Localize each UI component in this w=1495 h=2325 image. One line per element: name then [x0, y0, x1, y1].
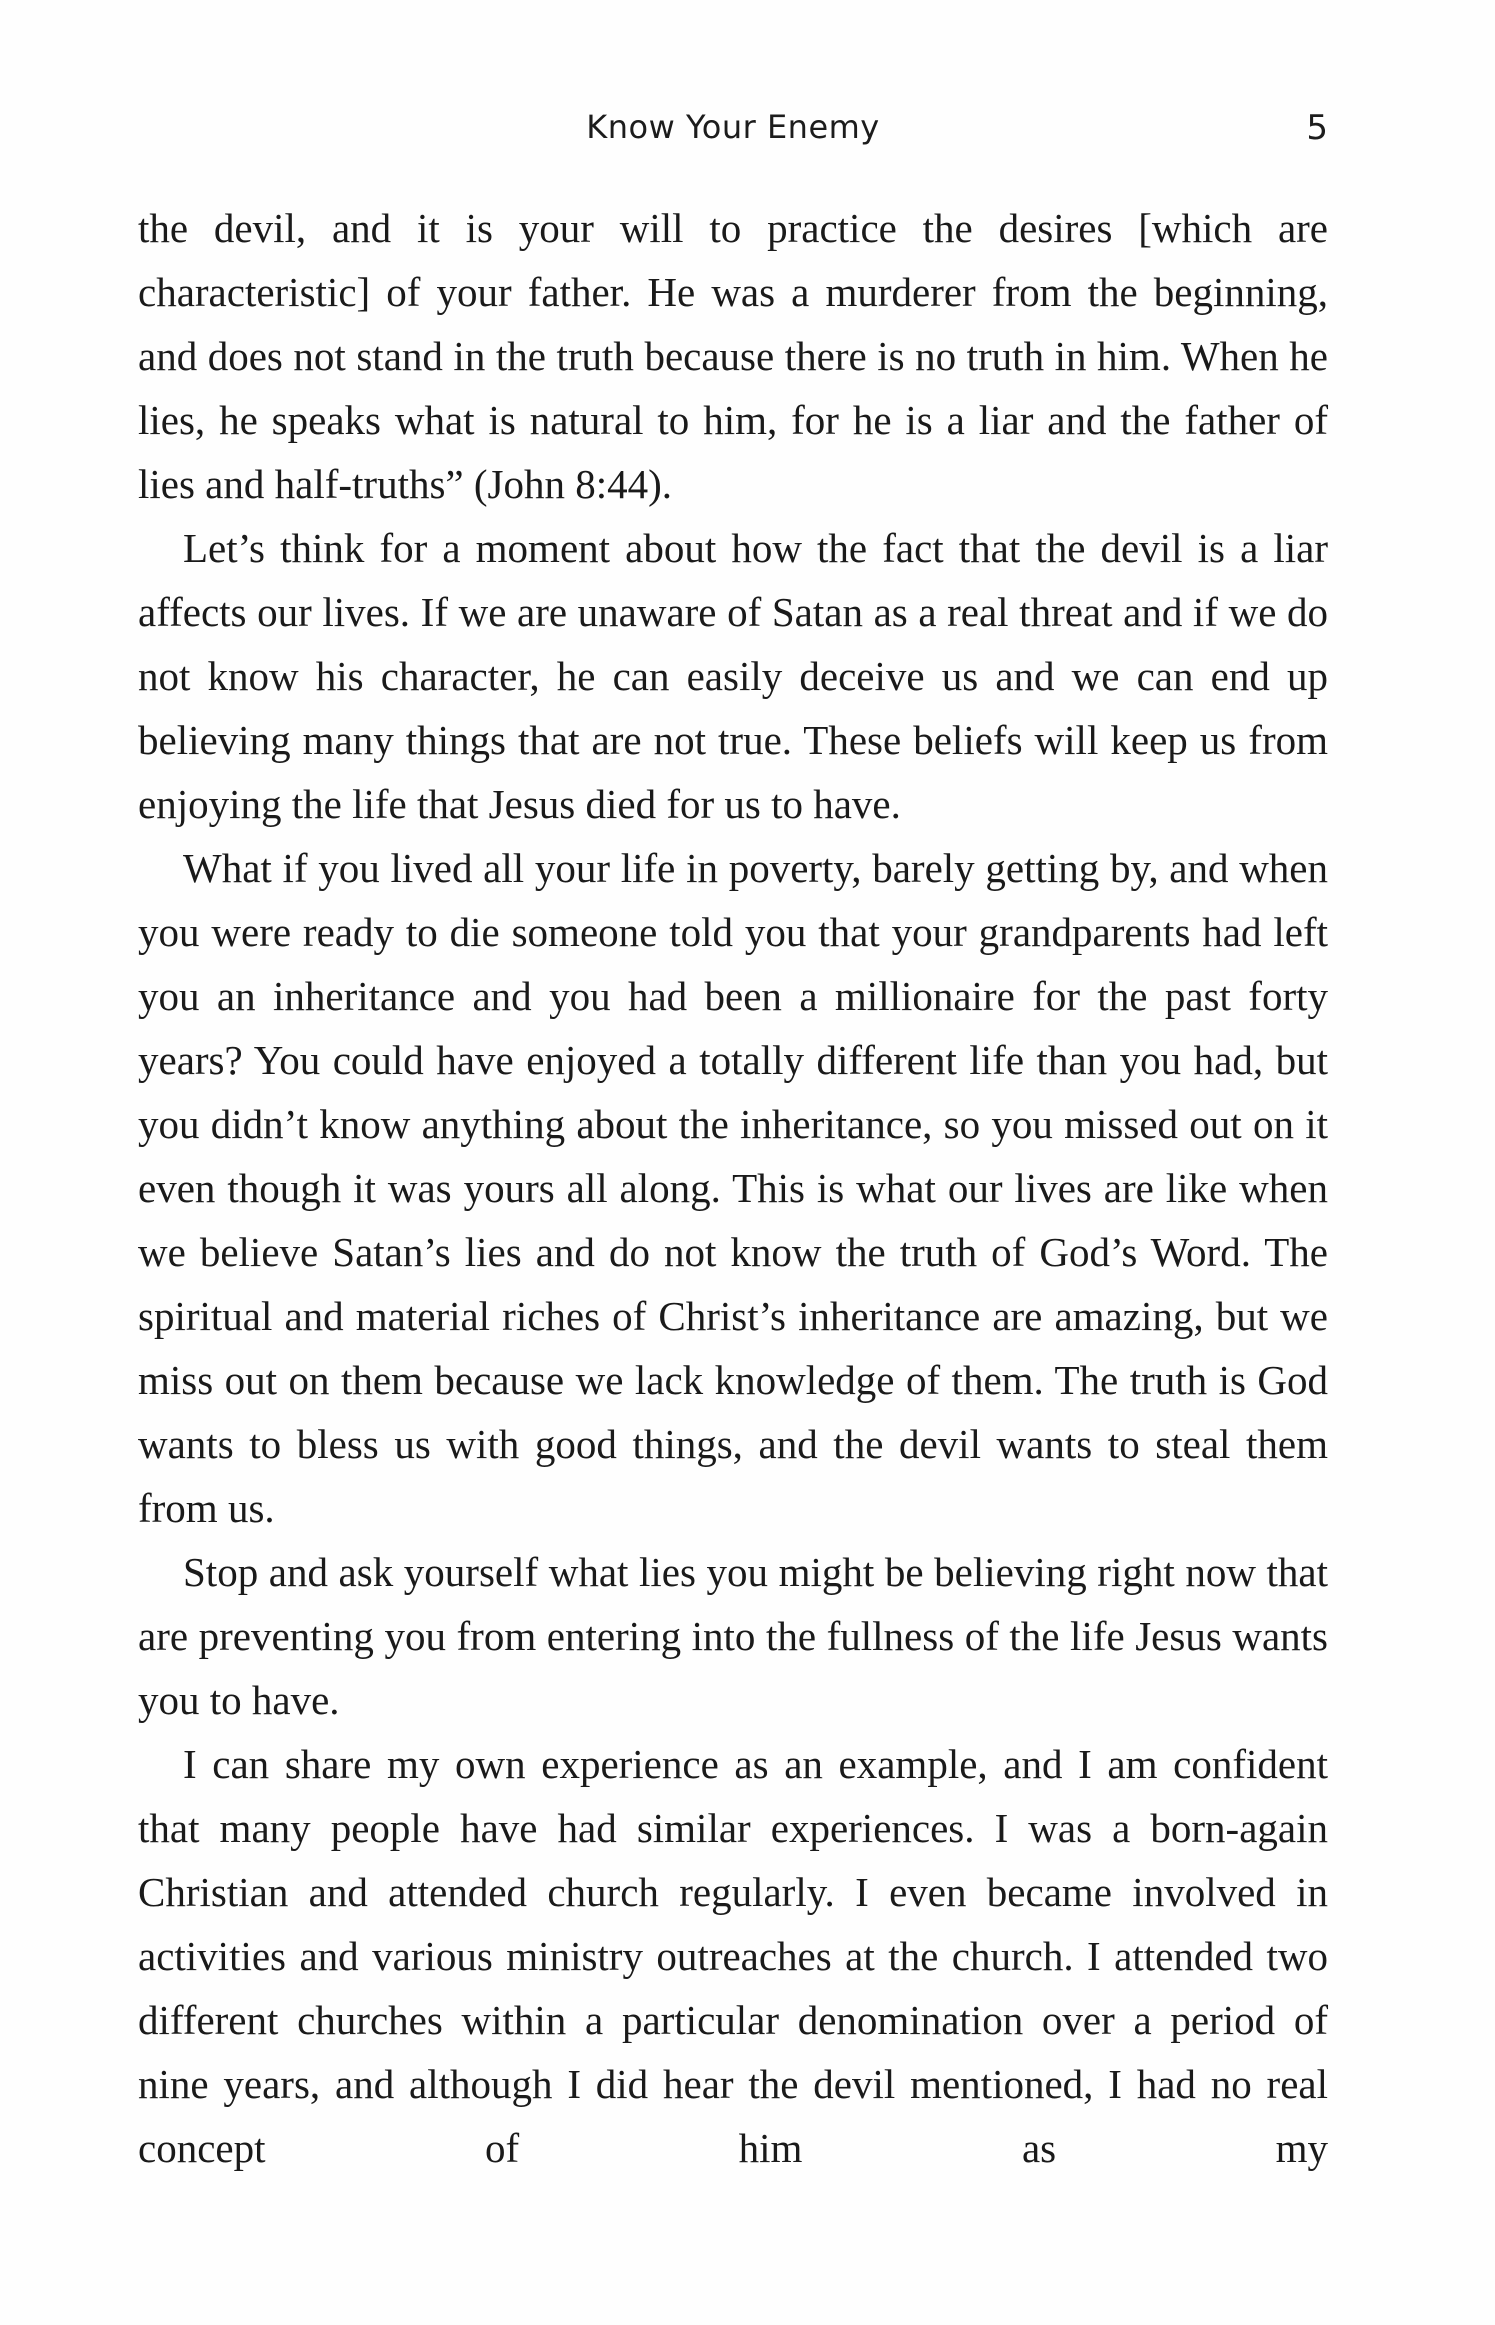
paragraph-4: Stop and ask yourself what lies you might be believing right now that are preventing you from entering into the fullness of the life Jesus wants you to have. [138, 1549, 1328, 1723]
paragraph-2: Let’s think for a moment about how the fact that the devil is a liar affects our lives. If we are unaware of Satan as a real threat and if we do not know his character, he can easily deceive us and we can end up believing many things that are not true. These beliefs will keep us from enjoying the life that Jesus died for us to have. [138, 525, 1328, 827]
page-number: 5 [1306, 108, 1328, 148]
paragraph-1: the devil, and it is your will to practice the desires [which are characteristic] of your father. He was a murderer from the beginning, and does not stand in the truth because there is no truth in him. When he lies, he speaks what is natural to him, for he is a liar and the father of lies and half-truths” (John 8:44). [138, 205, 1328, 507]
paragraph-5: I can share my own experience as an example, and I am confident that many people have had similar experiences. I was a born-again Christian and attended church regularly. I even became involved in activities and various ministry outreaches at the church. I attended two different churches within a particular denomination over a period of nine years, and although I did hear the devil mentioned, I had no real concept of him as my [138, 1741, 1328, 2171]
running-title: Know Your Enemy [586, 108, 880, 146]
body-text [138, 196, 1328, 2180]
running-head [138, 108, 1328, 156]
paragraph-3: What if you lived all your life in poverty, barely getting by, and when you were ready to die someone told you that your grandparents had left you an inheritance and you had been a millionaire for the past forty years? You could have enjoyed a totally different life than you had, but you didn’t know anything about the inheritance, so you missed out on it even though it was yours all along. This is what our lives are like when we believe Satan’s lies and do not know the truth of God’s Word. The spiritual and material riches of Christ’s inheritance are amazing, but we miss out on them because we lack knowledge of them. The truth is God wants to bless us with good things, and the devil wants to steal them from us. [138, 845, 1328, 1531]
